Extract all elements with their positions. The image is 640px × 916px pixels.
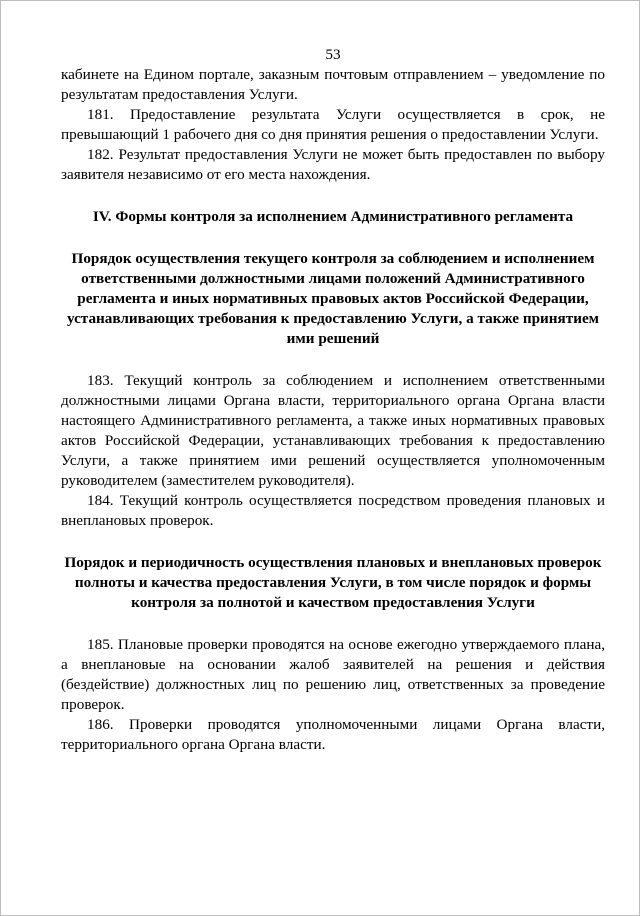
paragraph-181: 181. Предоставление результата Услуги осуществляется в срок, не превышающий 1 рабочего дня со дня принятия решения о предоставлении Услуги. — [61, 106, 605, 143]
page-number: 53 — [325, 46, 341, 63]
paragraph-183: 183. Текущий контроль за соблюдением и исполнением ответственными должностными лицами Органа власти, территориального органа Органа власти настоящего Административного регламента, а также иных нормативных правовых актов Российской Федерации, устанавливающих требования к предоставлению Услуги, а также принятием ими решений осуществляется уполномоченным руководителем (заместителем руководителя). — [61, 372, 605, 489]
section-heading-iv: IV. Формы контроля за исполнением Административного регламента — [92, 208, 574, 225]
subheading-inspections: Порядок и периодичность осуществления плановых и внеплановых проверок полноты и качества предоставления Услуги, в том числе порядок и формы контроля за полнотой и качеством предоставления Услуги — [64, 554, 602, 611]
paragraph-182: 182. Результат предоставления Услуги не может быть предоставлен по выбору заявителя независимо от его места нахождения. — [61, 146, 605, 183]
paragraph-186: 186. Проверки проводятся уполномоченными лицами Органа власти, территориального органа Органа власти. — [61, 716, 605, 753]
paragraph-185: 185. Плановые проверки проводятся на основе ежегодно утверждаемого плана, а внеплановые на основании жалоб заявителей на решения и действия (бездействие) должностных лиц по решению лиц, ответственных за проведение проверок. — [61, 636, 605, 713]
paragraph-continuation: кабинете на Едином портале, заказным почтовым отправлением – уведомление по результатам предоставления Услуги. — [61, 66, 605, 103]
page-content — [61, 45, 605, 755]
paragraph-184: 184. Текущий контроль осуществляется посредством проведения плановых и внеплановых проверок. — [61, 492, 605, 529]
subheading-current-control: Порядок осуществления текущего контроля за соблюдением и исполнением ответственными должностными лицами положений Административного регламента и иных нормативных правовых актов Российской Федерации, устанавливающих требования к предоставлению Услуги, а также принятием ими решений — [66, 250, 600, 347]
